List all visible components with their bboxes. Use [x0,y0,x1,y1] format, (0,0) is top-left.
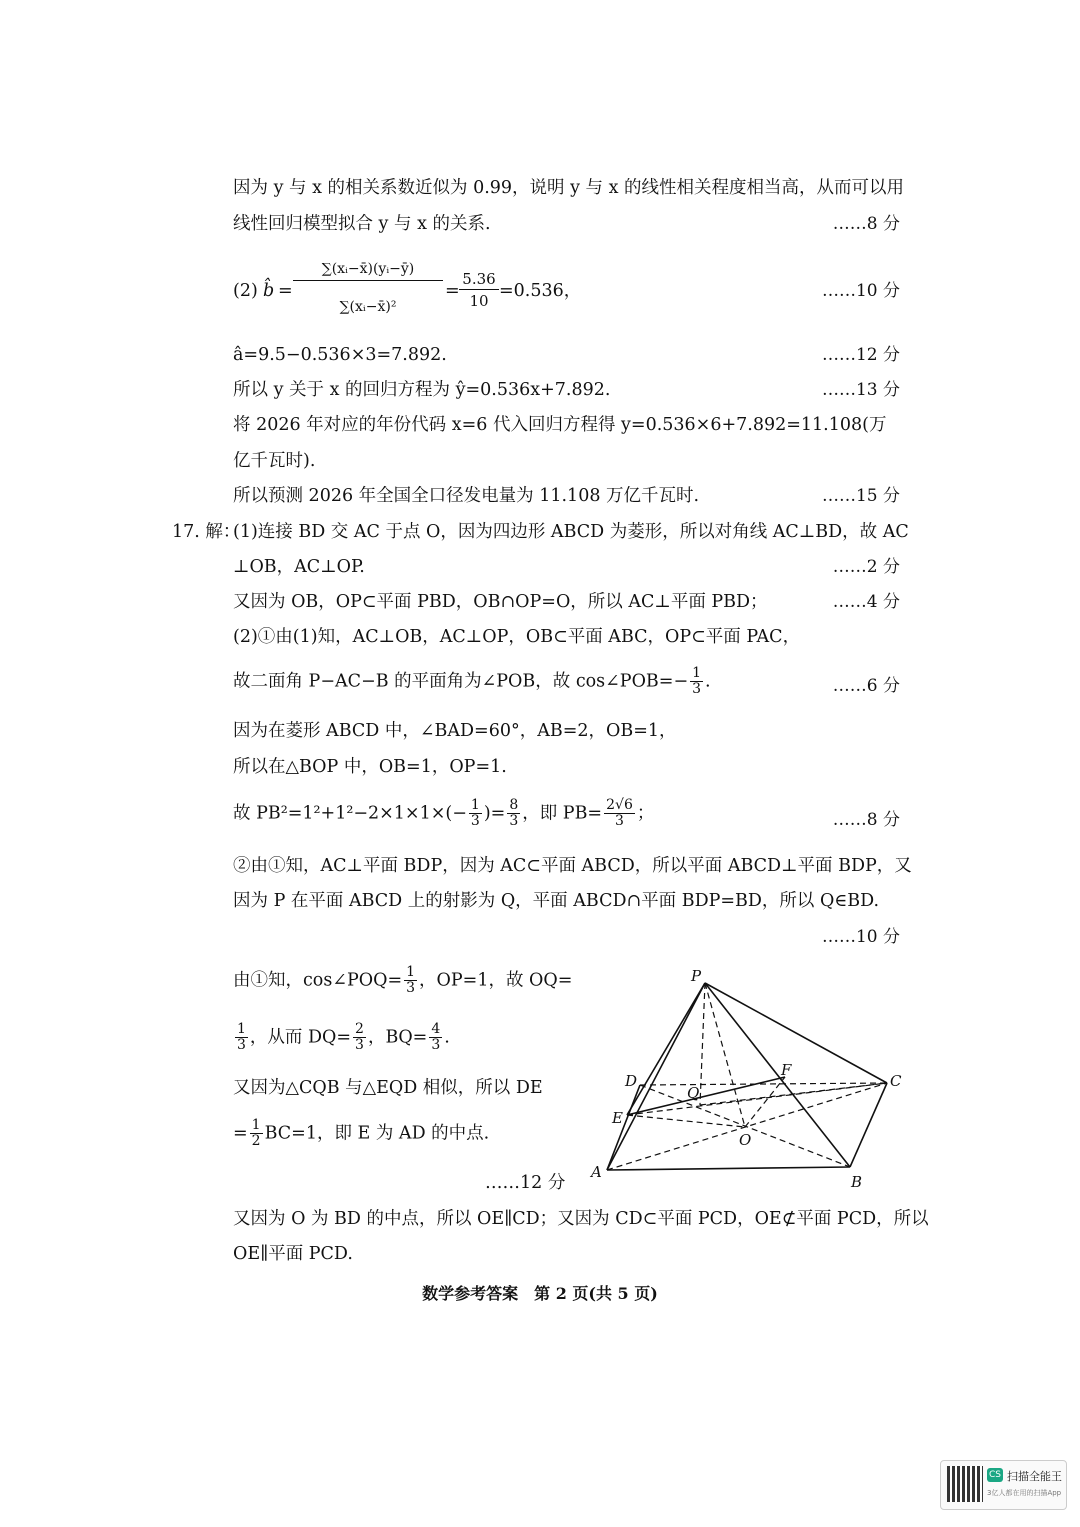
label-P: P [691,967,702,985]
pyramid-figure [585,965,910,1195]
badge-title: 扫描全能王 [1007,1470,1062,1483]
edge-AD [607,1085,640,1170]
edge-BC [850,1083,887,1167]
conclusion-line: 所以预测 2026 年全国全口径发电量为 11.108 万亿千瓦时. [233,486,700,506]
q17-line4: (2)①由(1)知，AC⊥OB，AC⊥OP，OB⊂平面 ABC，OP⊂平面 PAC， [233,627,801,647]
score-12a: ……12 分 [821,345,900,365]
q17-line1: (1)连接 BD 交 AC 于点 O，因为四边形 ABCD 为菱形，所以对角线 AC⊥BD，故 AC [233,522,909,542]
a-hat-line: â=9.5−0.536×3=7.892. [233,345,447,365]
score-12b: ……12 分 [485,1173,566,1193]
edge-PC [705,983,887,1083]
q17-line14: = $\frac{1}{2}$ BC=1，即 E 为 AD 的中点. [233,1117,490,1150]
q16-line1: 因为 y 与 x 的相关系数近似为 0.99，说明 y 与 x 的线性相关程度相当高，从而可以用 [233,178,905,198]
q17-line10: 因为 P 在平面 ABCD 上的射影为 Q，平面 ABCD∩平面 BDP=BD，所以 Q∈BD. [233,891,880,911]
edge-EO [627,1115,745,1127]
label-D: D [625,1072,638,1090]
edge-PA [607,983,705,1170]
q17-line13: 又因为△CQB 与△EQD 相似，所以 DE [233,1078,543,1098]
q17-line5: 故二面角 P−AC−B 的平面角为∠POB，故 cos∠POB=− $\frac{1}{3}$ . [233,665,711,698]
label-C: C [890,1072,902,1090]
edge-PQ [700,983,705,1105]
edge-EC [627,1083,887,1115]
qr-code-icon [947,1466,983,1502]
q17-number: 17. 解： [172,522,241,542]
score-15: ……15 分 [821,486,900,506]
q17-line15: 又因为 O 为 BD 的中点，所以 OE∥CD；又因为 CD⊂平面 PCD，OE⊄平面 PCD，所以 [233,1209,929,1229]
edge-QC [700,1083,887,1105]
label-A: A [591,1163,602,1181]
score-10a: ……10 分 [821,281,900,301]
score-8: ……8 分 [832,214,900,234]
q17-line12: $\frac{1}{3}$ ，从而 DQ= $\frac{2}{3}$ ，BQ= $\frac{4}{3}$ . [237,1021,450,1054]
score-2: ……2 分 [832,557,900,577]
q16-line2: 线性回归模型拟合 y 与 x 的关系. [233,214,491,234]
q17-line11: 由①知，cos∠POQ= $\frac{1}{3}$ ，OP=1，故 OQ= [233,964,573,997]
cs-logo-icon: CS [989,1470,1001,1480]
label-F: F [781,1061,792,1079]
score-10b: ……10 分 [821,927,900,947]
q17-line16: OE∥平面 PCD. [233,1244,353,1264]
edge-DC [640,1083,887,1085]
q17-line9: ②由①知，AC⊥平面 BDP，因为 AC⊂平面 ABCD，所以平面 ABCD⊥平面 BDP，又 [233,856,912,876]
edge-AB [607,1167,850,1170]
edge-PO [705,983,745,1127]
score-8b: ……8 分 [832,810,900,830]
label-E: E [612,1109,623,1127]
scanner-badge [940,1460,1067,1510]
score-6: ……6 分 [832,676,900,696]
q17-line2: ⊥OB，AC⊥OP. [233,557,365,577]
edge-EF [627,1077,785,1115]
label-O: O [739,1131,752,1149]
edge-PB [705,983,850,1167]
score-13: ……13 分 [821,380,900,400]
badge-subtitle: 3亿人都在用的扫描App [987,1489,1062,1497]
q17-line8: 故 PB²=1²+1²−2×1×1×(− $\frac{1}{3}$ )= $\frac{8}{3}$ ，即 PB= $\frac{2√6}{3}$ ； [233,797,655,830]
q17-line6: 因为在菱形 ABCD 中，∠BAD=60°，AB=2，OB=1， [233,721,677,741]
label-Q: Q [687,1084,700,1102]
prediction-line1: 将 2026 年对应的年份代码 x=6 代入回归方程得 y=0.536×6+7.892=11.108(万 [233,415,887,435]
q17-line7: 所以在△BOP 中，OB=1，OP=1. [233,757,507,777]
page-footer: 数学参考答案 第 2 页(共 5 页) [422,1284,658,1303]
label-B: B [851,1173,863,1191]
score-4: ……4 分 [832,592,900,612]
q17-line3: 又因为 OB，OP⊂平面 PBD，OB∩OP=O，所以 AC⊥平面 PBD； [233,592,768,612]
regression-equation: 所以 y 关于 x 的回归方程为 ŷ=0.536x+7.892. [233,380,611,400]
prediction-line2: 亿千瓦时). [233,451,316,471]
